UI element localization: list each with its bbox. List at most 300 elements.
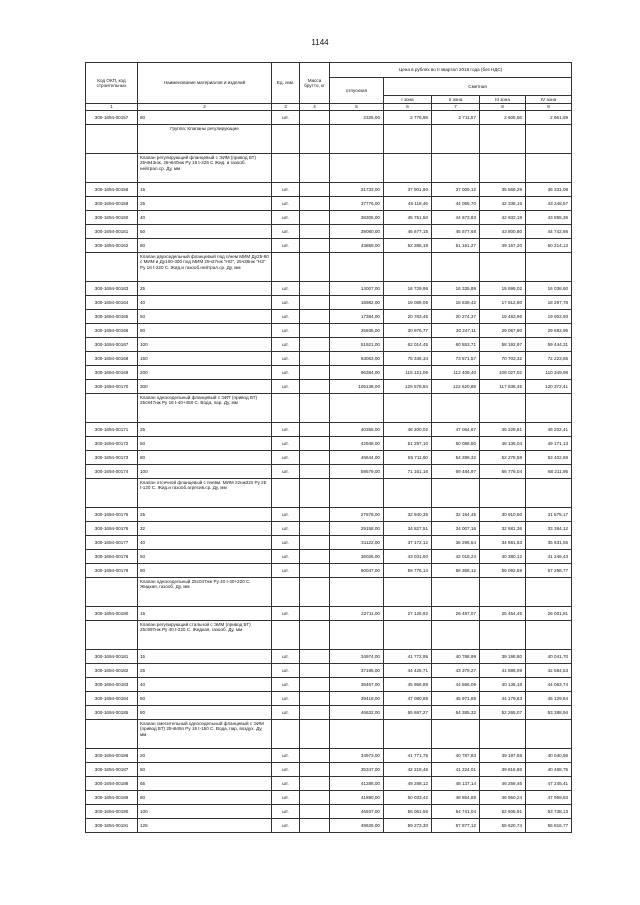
table-row [86, 380, 572, 394]
item-price-zone2: 43 379,27 [432, 664, 480, 678]
item-price-zone3: 39 198,80 [480, 650, 526, 664]
item-price-zone2: 41 224,01 [432, 763, 480, 777]
item-mass [300, 111, 330, 125]
item-price-zone1: 50 033,42 [384, 791, 432, 805]
table-row [86, 692, 572, 706]
item-code: 300-1694-00190 [86, 805, 138, 819]
item-release-price: 41890,00 [330, 791, 384, 805]
item-price-zone1: 59 273,30 [384, 819, 432, 833]
item-unit: шт. [272, 607, 300, 621]
item-price-zone1: 125 578,84 [384, 380, 432, 394]
item-price-zone3: 117 838,45 [480, 380, 526, 394]
item-price-zone4: 47 959,83 [526, 791, 572, 805]
item-price-zone2: 60 553,71 [432, 338, 480, 352]
group-empty-cell [480, 394, 526, 423]
item-price-zone1: 46 677,15 [384, 225, 432, 239]
item-unit: шт. [272, 550, 300, 564]
header-unit: Ед. изм. [272, 63, 300, 104]
item-mass [300, 805, 330, 819]
item-price-zone1: 16 729,96 [384, 282, 432, 296]
table-row [86, 366, 572, 380]
item-price-zone3: 2 605,56 [480, 111, 526, 125]
header-name: Наименование материалов и изделий [138, 63, 272, 104]
group-code-cell [86, 578, 138, 607]
item-price-zone1: 37 901,90 [384, 183, 432, 197]
item-price-zone2: 48 137,14 [432, 777, 480, 791]
group-code-cell [86, 621, 138, 650]
item-code: 300-1694-00181 [86, 650, 138, 664]
item-size: 200 [138, 366, 272, 380]
group-empty-cell [330, 394, 384, 423]
item-unit: шт. [272, 296, 300, 310]
group-empty-cell [526, 125, 572, 154]
item-size: 25 [138, 423, 272, 437]
table-row [86, 211, 572, 225]
item-release-price: 59579,00 [330, 465, 384, 479]
item-price-zone2: 40 787,83 [432, 749, 480, 763]
item-mass [300, 763, 330, 777]
item-price-zone3: 43 800,80 [480, 225, 526, 239]
item-price-zone2: 36 296,54 [432, 536, 480, 550]
table-row [86, 749, 572, 763]
item-mass [300, 550, 330, 564]
table-row [86, 352, 572, 366]
item-mass [300, 310, 330, 324]
header-mass: Масса брутто, кг [300, 63, 330, 104]
item-price-zone4: 33 384,12 [526, 522, 572, 536]
group-empty-cell [300, 154, 330, 183]
item-price-zone3: 40 136,18 [480, 678, 526, 692]
item-price-zone1: 45 956,88 [384, 678, 432, 692]
column-number: 6 [384, 104, 432, 111]
item-price-zone2: 45 577,68 [432, 225, 480, 239]
item-mass [300, 607, 330, 621]
item-unit: шт. [272, 451, 300, 465]
item-code: 300-1694-00172 [86, 437, 138, 451]
group-empty-cell [480, 479, 526, 508]
group-empty-cell [480, 253, 526, 282]
item-release-price: 49626,00 [330, 819, 384, 833]
item-release-price: 50047,00 [330, 564, 384, 578]
item-price-zone3: 56 092,59 [480, 564, 526, 578]
item-mass [300, 239, 330, 253]
item-unit: шт. [272, 324, 300, 338]
group-empty-cell [272, 125, 300, 154]
item-code: 300-1694-00185 [86, 706, 138, 720]
item-price-zone2: 48 854,89 [432, 791, 480, 805]
table-row [86, 819, 572, 833]
item-price-zone3: 52 265,07 [480, 706, 526, 720]
item-price-zone4: 40 041,70 [526, 650, 572, 664]
item-release-price: 17384,00 [330, 310, 384, 324]
item-mass [300, 451, 330, 465]
item-mass [300, 352, 330, 366]
item-price-zone1: 45 118,46 [384, 197, 432, 211]
item-price-zone2: 73 571,57 [432, 352, 480, 366]
table-row [86, 437, 572, 451]
item-size: 15 [138, 183, 272, 197]
item-size: 50 [138, 692, 272, 706]
table-row [86, 650, 572, 664]
group-header-row [86, 154, 572, 183]
group-title: Клапан односедельный фланцевый с ЭИТ (привод БТ) 25с947нж Ру 16 t-40+450 С. Вода, пар. Ду, мм [138, 394, 272, 423]
item-size: 25 [138, 197, 272, 211]
item-price-zone3: 25 454,45 [480, 607, 526, 621]
group-empty-cell [384, 394, 432, 423]
table-row [86, 310, 572, 324]
item-price-zone2: 45 971,88 [432, 692, 480, 706]
item-price-zone1: 115 121,06 [384, 366, 432, 380]
item-price-zone2: 40 788,99 [432, 650, 480, 664]
group-empty-cell [432, 720, 480, 749]
header-zone1: I зона [384, 96, 432, 104]
item-unit: шт. [272, 805, 300, 819]
item-code: 300-1694-00177 [86, 536, 138, 550]
item-size: 25 [138, 508, 272, 522]
item-price-zone1: 62 014,45 [384, 338, 432, 352]
item-code: 300-1694-00166 [86, 324, 138, 338]
item-price-zone4: 110 349,98 [526, 366, 572, 380]
item-mass [300, 678, 330, 692]
group-empty-cell [330, 720, 384, 749]
item-mass [300, 183, 330, 197]
item-release-price: 40355,00 [330, 423, 384, 437]
item-release-price: 46937,00 [330, 805, 384, 819]
table-row [86, 805, 572, 819]
item-price-zone4: 41 248,43 [526, 550, 572, 564]
item-mass [300, 564, 330, 578]
group-empty-cell [384, 253, 432, 282]
group-empty-cell [384, 621, 432, 650]
item-mass [300, 508, 330, 522]
group-empty-cell [300, 394, 330, 423]
item-price-zone1: 27 126,92 [384, 607, 432, 621]
item-price-zone3: 44 179,63 [480, 692, 526, 706]
item-price-zone1: 32 940,35 [384, 508, 432, 522]
group-empty-cell [330, 253, 384, 282]
item-size: 15 [138, 650, 272, 664]
table-row [86, 536, 572, 550]
table-row [86, 197, 572, 211]
table-row [86, 763, 572, 777]
item-release-price: 46632,00 [330, 706, 384, 720]
group-header-row [86, 394, 572, 423]
item-unit: шт. [272, 338, 300, 352]
item-price-zone3: 29 067,90 [480, 324, 526, 338]
table-row [86, 664, 572, 678]
item-mass [300, 650, 330, 664]
item-price-zone1: 49 288,12 [384, 777, 432, 791]
item-mass [300, 706, 330, 720]
item-release-price: 38305,00 [330, 211, 384, 225]
item-price-zone4: 59 444,31 [526, 338, 572, 352]
item-price-zone1: 51 297,10 [384, 437, 432, 451]
group-empty-cell [272, 253, 300, 282]
item-code: 300-1694-00191 [86, 819, 138, 833]
item-unit: шт. [272, 692, 300, 706]
item-price-zone1: 52 385,19 [384, 239, 432, 253]
item-unit: шт. [272, 183, 300, 197]
item-mass [300, 465, 330, 479]
column-number: 2 [138, 104, 272, 111]
item-unit: шт. [272, 310, 300, 324]
item-release-price: 31733,00 [330, 183, 384, 197]
group-title: Клапан односедельный 25с047нж Ру 40 t-40+220 С. Жидкая, газооб. Ду, мм [138, 578, 272, 607]
item-release-price: 105138,00 [330, 380, 384, 394]
item-release-price: 39080,00 [330, 225, 384, 239]
item-size: 50 [138, 437, 272, 451]
table-row [86, 550, 572, 564]
item-size: 100 [138, 805, 272, 819]
item-unit: шт. [272, 211, 300, 225]
item-size: 40 [138, 678, 272, 692]
table-row [86, 522, 572, 536]
item-price-zone4: 50 214,13 [526, 239, 572, 253]
item-price-zone2: 44 055,70 [432, 197, 480, 211]
group-empty-cell [480, 720, 526, 749]
column-number: 4 [300, 104, 330, 111]
item-price-zone1: 41 772,95 [384, 650, 432, 664]
item-price-zone4: 49 171,13 [526, 437, 572, 451]
item-price-zone2: 16 335,89 [432, 282, 480, 296]
item-size: 50 [138, 550, 272, 564]
header-zone4: IV зона [526, 96, 572, 104]
header-release: отпускная [330, 78, 384, 104]
item-price-zone2: 44 866,09 [432, 678, 480, 692]
item-unit: шт. [272, 437, 300, 451]
item-code: 300-1694-00188 [86, 777, 138, 791]
item-code: 300-1694-00165 [86, 310, 138, 324]
item-unit: шт. [272, 366, 300, 380]
item-price-zone3: 45 229,81 [480, 423, 526, 437]
item-unit: шт. [272, 423, 300, 437]
item-size: 80 [138, 564, 272, 578]
group-code-cell [86, 125, 138, 154]
item-price-zone2: 30 247,11 [432, 324, 480, 338]
item-price-zone2: 42 018,24 [432, 550, 480, 564]
item-release-price: 14007,00 [330, 282, 384, 296]
item-code: 300-1694-00189 [86, 791, 138, 805]
table-row [86, 183, 572, 197]
item-size: 125 [138, 819, 272, 833]
item-code: 300-1694-00161 [86, 225, 138, 239]
column-number: 9 [526, 104, 572, 111]
item-price-zone3: 15 699,02 [480, 282, 526, 296]
group-empty-cell [432, 253, 480, 282]
item-price-zone3: 32 681,36 [480, 522, 526, 536]
item-price-zone1: 71 161,16 [384, 465, 432, 479]
group-code-cell [86, 394, 138, 423]
item-release-price: 34973,00 [330, 749, 384, 763]
item-price-zone4: 46 202,41 [526, 423, 572, 437]
item-price-zone2: 57 877,12 [432, 819, 480, 833]
group-empty-cell [272, 479, 300, 508]
group-empty-cell [300, 621, 330, 650]
header-zone2: II зона [432, 96, 480, 104]
group-empty-cell [432, 154, 480, 183]
item-release-price: 96384,00 [330, 366, 384, 380]
group-empty-cell [526, 253, 572, 282]
group-title: Клапан отсечной фланцевый с пневм. МИМ 22нж32п Ру 25 t-120 С. Жид.и газооб.агресив.ср. Ду, мм [138, 479, 272, 508]
item-price-zone4: 2 661,69 [526, 111, 572, 125]
item-code: 300-1694-00187 [86, 763, 138, 777]
item-release-price: 15982,00 [330, 296, 384, 310]
item-code: 300-1694-00180 [86, 607, 138, 621]
item-release-price: 37776,00 [330, 197, 384, 211]
group-empty-cell [330, 125, 384, 154]
item-mass [300, 437, 330, 451]
item-mass [300, 536, 330, 550]
item-price-zone2: 20 274,37 [432, 310, 480, 324]
price-table [85, 62, 572, 833]
item-mass [300, 282, 330, 296]
item-unit: шт. [272, 225, 300, 239]
table-header-row [86, 63, 572, 78]
table-row [86, 564, 572, 578]
item-unit: шт. [272, 749, 300, 763]
item-price-zone2: 2 711,57 [432, 111, 480, 125]
item-release-price: 29158,00 [330, 522, 384, 536]
group-empty-cell [526, 394, 572, 423]
group-empty-cell [432, 479, 480, 508]
item-size: 40 [138, 296, 272, 310]
item-unit: шт. [272, 819, 300, 833]
item-price-zone4: 40 040,56 [526, 749, 572, 763]
item-unit: шт. [272, 564, 300, 578]
item-code: 300-1694-00176 [86, 522, 138, 536]
item-release-price: 36026,00 [330, 550, 384, 564]
column-number: 5 [330, 104, 384, 111]
group-code-cell [86, 720, 138, 749]
table-row [86, 508, 572, 522]
table-row [86, 451, 572, 465]
item-price-zone1: 55 697,27 [384, 706, 432, 720]
item-size: 15 [138, 607, 272, 621]
group-empty-cell [384, 154, 432, 183]
group-empty-cell [526, 479, 572, 508]
item-size: 80 [138, 706, 272, 720]
group-empty-cell [384, 125, 432, 154]
item-price-zone2: 47 064,67 [432, 423, 480, 437]
item-size: 80 [138, 791, 272, 805]
item-price-zone3: 42 932,18 [480, 211, 526, 225]
item-unit: шт. [272, 111, 300, 125]
item-price-zone4: 72 223,65 [526, 352, 572, 366]
group-title: Клапан двухседельный фланцевый под п/нем МИМ Ду25-80 с МИМ и Ду100-300 под МИМ 25ч37нж "НО", 25ч38нж "НЗ" Ру 16 t-220 С. Жид.и газооб.нейтрал.ср. Ду, мм [138, 253, 272, 282]
item-unit: шт. [272, 352, 300, 366]
item-price-zone2: 18 639,42 [432, 296, 480, 310]
group-empty-cell [272, 621, 300, 650]
header-code: Код ОКП, код строительных [86, 63, 138, 104]
group-empty-cell [432, 125, 480, 154]
table-row [86, 324, 572, 338]
table-row [86, 282, 572, 296]
item-release-price: 43859,00 [330, 239, 384, 253]
item-price-zone4: 31 575,17 [526, 508, 572, 522]
item-price-zone4: 43 248,57 [526, 197, 572, 211]
group-header-row [86, 479, 572, 508]
group-empty-cell [330, 479, 384, 508]
item-price-zone2: 50 088,80 [432, 437, 480, 451]
item-size: 40 [138, 536, 272, 550]
group-title: Группа: Клапаны регулирующие [138, 125, 272, 154]
item-code: 300-1694-00168 [86, 352, 138, 366]
column-number: 7 [432, 104, 480, 111]
item-price-zone4: 29 692,96 [526, 324, 572, 338]
item-price-zone4: 53 402,68 [526, 451, 572, 465]
group-header-row [86, 125, 572, 154]
item-price-zone3: 46 258,46 [480, 777, 526, 791]
item-price-zone2: 32 164,45 [432, 508, 480, 522]
item-price-zone4: 53 738,13 [526, 805, 572, 819]
item-price-zone4: 16 036,60 [526, 282, 572, 296]
column-number: 1 [86, 104, 138, 111]
item-mass [300, 225, 330, 239]
item-price-zone2: 112 409,40 [432, 366, 480, 380]
group-empty-cell [300, 720, 330, 749]
item-mass [300, 522, 330, 536]
table-row [86, 338, 572, 352]
item-price-zone3: 17 912,80 [480, 296, 526, 310]
item-price-zone2: 54 385,32 [432, 706, 480, 720]
group-empty-cell [526, 154, 572, 183]
group-empty-cell [480, 125, 526, 154]
item-size: 80 [138, 239, 272, 253]
item-mass [300, 819, 330, 833]
column-number: 8 [480, 104, 526, 111]
item-price-zone1: 34 827,51 [384, 522, 432, 536]
item-release-price: 39418,00 [330, 692, 384, 706]
item-size: 65 [138, 777, 272, 791]
group-empty-cell [384, 479, 432, 508]
item-code: 300-1694-00186 [86, 749, 138, 763]
item-release-price: 34974,00 [330, 650, 384, 664]
item-price-zone1: 30 976,77 [384, 324, 432, 338]
item-price-zone3: 40 380,12 [480, 550, 526, 564]
table-row [86, 296, 572, 310]
item-unit: шт. [272, 678, 300, 692]
item-price-zone3: 66 776,04 [480, 465, 526, 479]
item-price-zone3: 46 950,24 [480, 791, 526, 805]
item-price-zone4: 47 245,41 [526, 777, 572, 791]
group-empty-cell [432, 578, 480, 607]
item-unit: шт. [272, 536, 300, 550]
item-release-price: 27578,00 [330, 508, 384, 522]
item-unit: шт. [272, 763, 300, 777]
group-empty-cell [526, 621, 572, 650]
item-unit: шт. [272, 650, 300, 664]
item-price-zone2: 37 009,12 [432, 183, 480, 197]
item-code: 300-1694-00171 [86, 423, 138, 437]
group-empty-cell [300, 253, 330, 282]
item-price-zone1: 37 172,12 [384, 536, 432, 550]
group-empty-cell [480, 621, 526, 650]
item-mass [300, 791, 330, 805]
item-release-price: 35347,00 [330, 763, 384, 777]
item-release-price: 25935,00 [330, 324, 384, 338]
item-price-zone2: 69 484,97 [432, 465, 480, 479]
item-size: 80 [138, 324, 272, 338]
table-row [86, 777, 572, 791]
item-price-zone2: 34 007,16 [432, 522, 480, 536]
item-code: 300-1694-00184 [86, 692, 138, 706]
item-price-zone1: 75 346,34 [384, 352, 432, 366]
item-mass [300, 423, 330, 437]
item-unit: шт. [272, 380, 300, 394]
header-estimate: Сметная [384, 78, 572, 96]
item-unit: шт. [272, 197, 300, 211]
item-price-zone1: 59 776,14 [384, 564, 432, 578]
